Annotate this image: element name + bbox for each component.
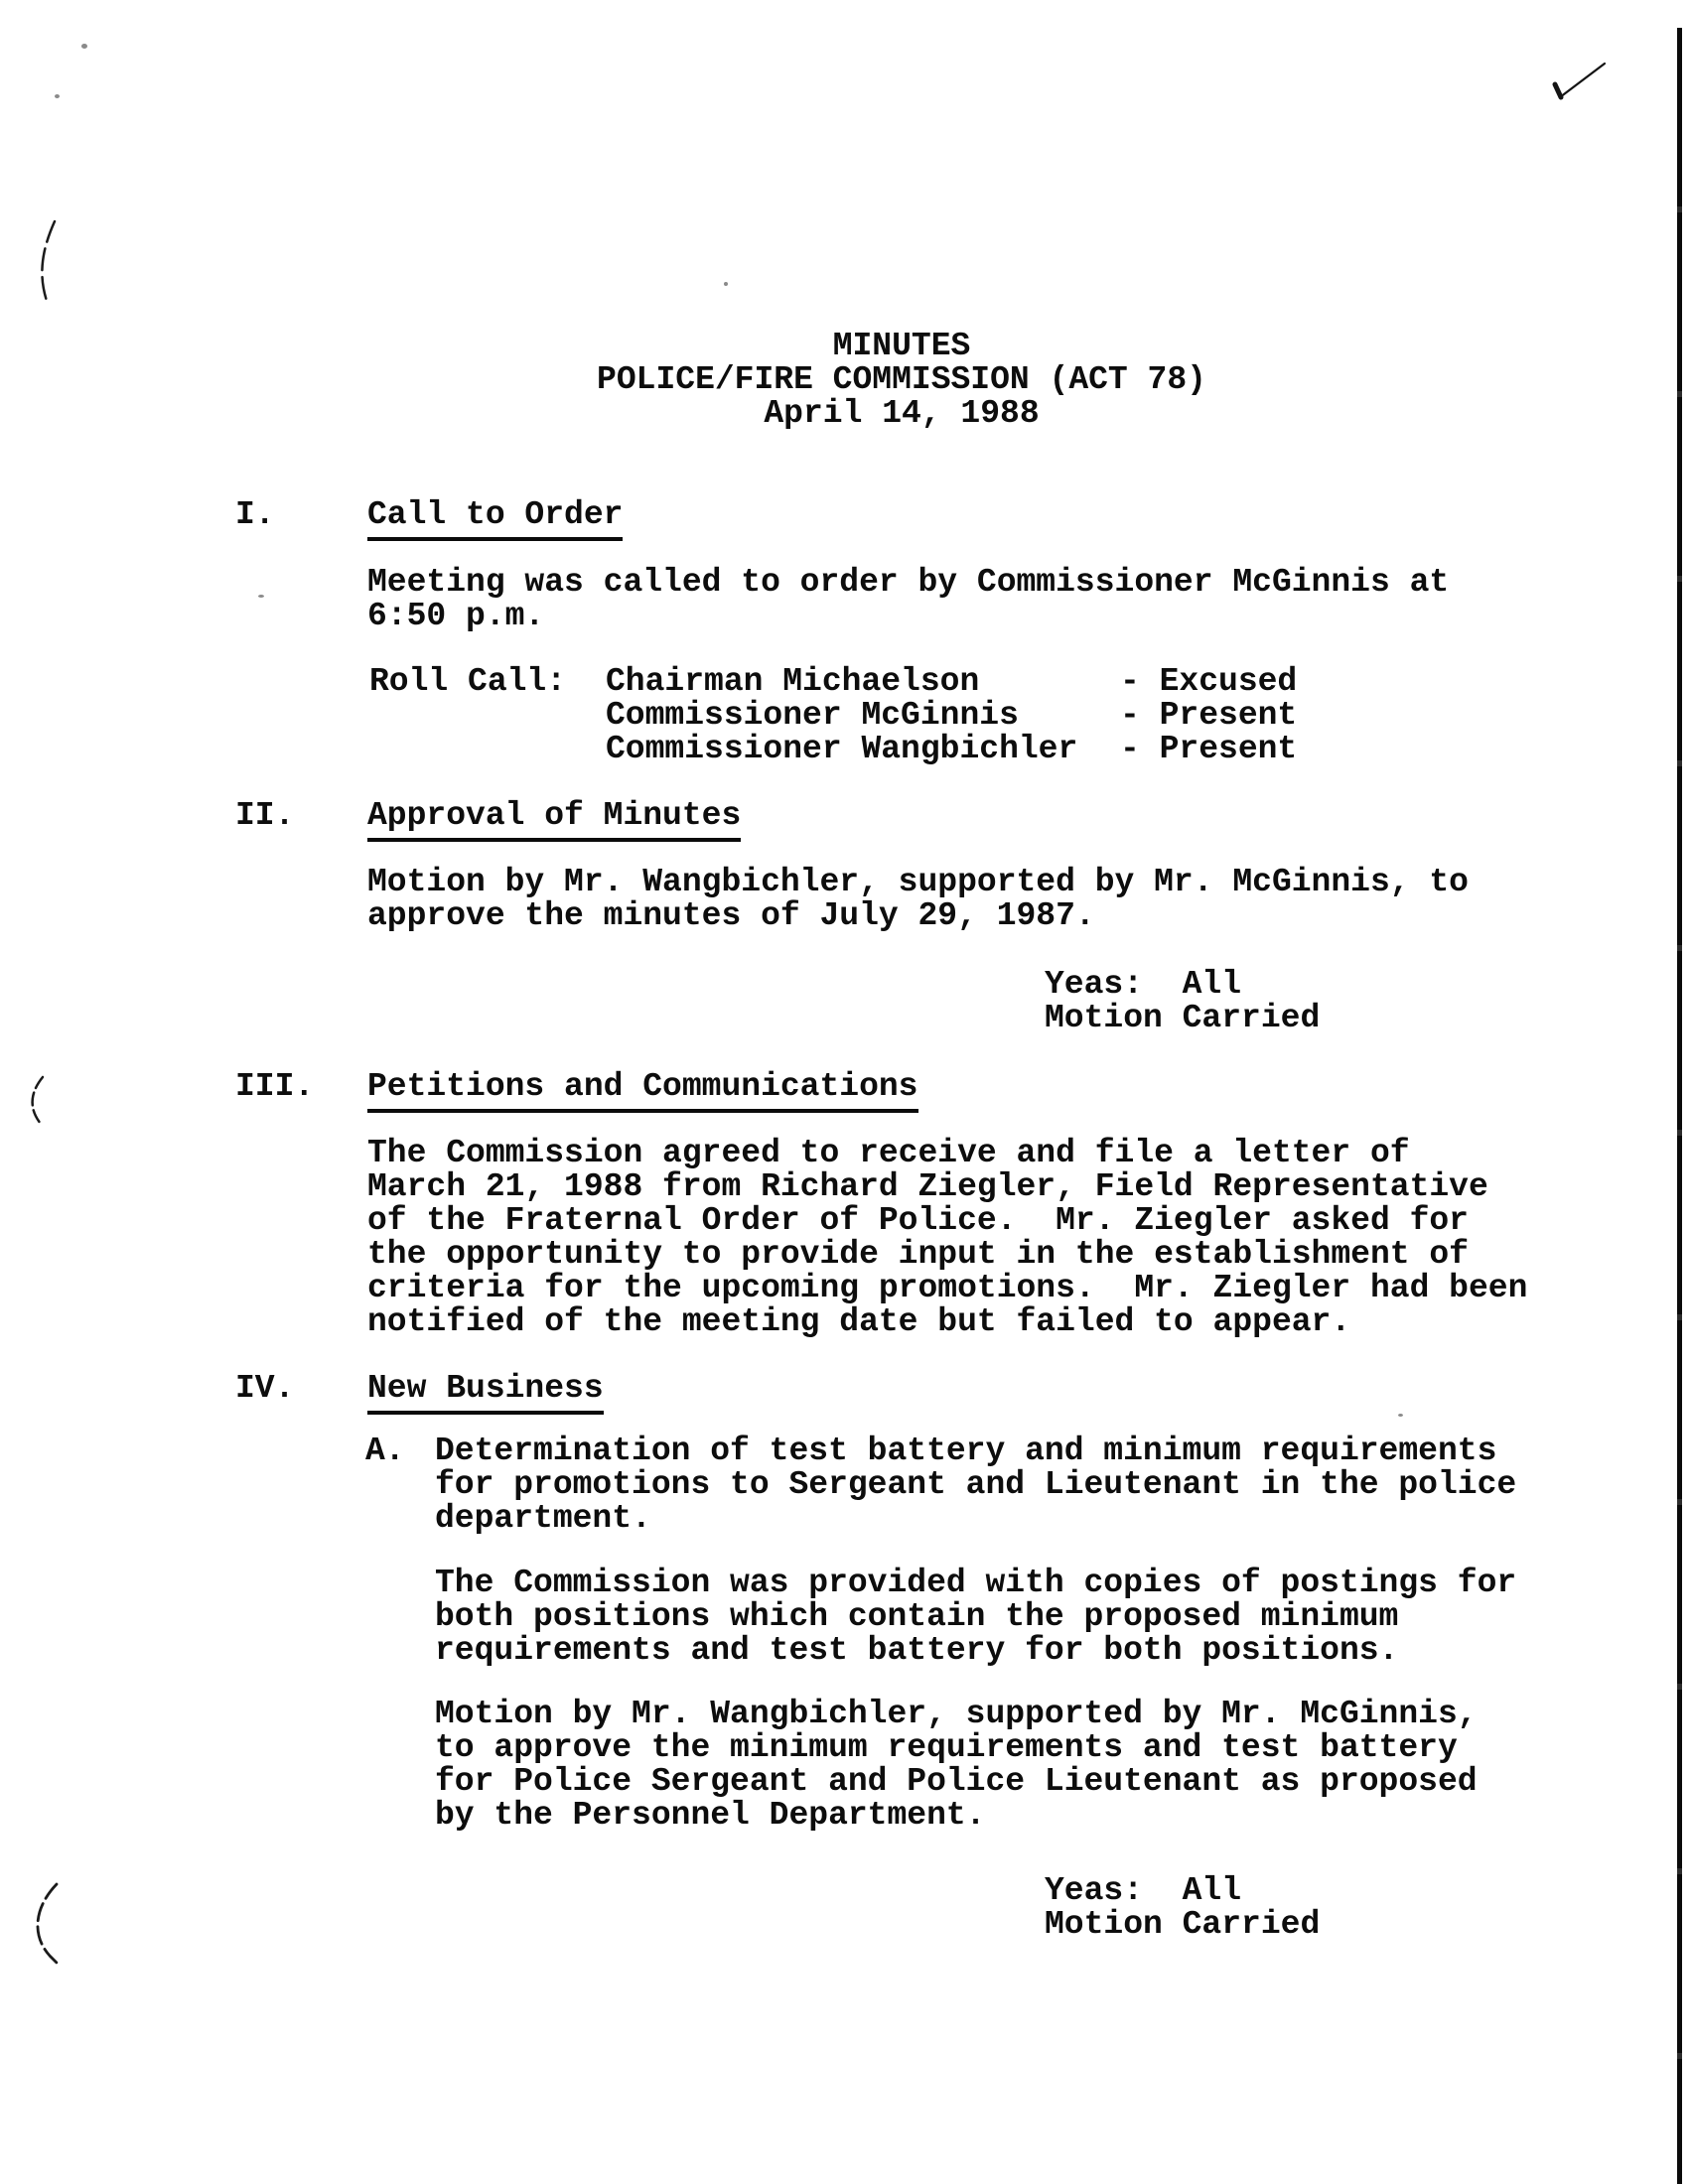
roll-call-name: Commissioner McGinnis [606, 697, 1019, 734]
para-line: Motion by Mr. Wangbichler, supported by Mr. McGinnis, [435, 1696, 1478, 1732]
para-line: March 21, 1988 from Richard Ziegler, Field Representative [367, 1168, 1488, 1205]
scan-speck [258, 595, 264, 598]
scan-speck [81, 44, 87, 49]
section-iv-paragraph [435, 1567, 1516, 1668]
section-ii-numeral: II. [235, 797, 295, 834]
pen-parenthesis-mark [33, 1077, 43, 1124]
section-i-numeral: I. [235, 496, 275, 533]
scanner-edge-line [1677, 28, 1682, 2184]
section-ii-vote-result [1045, 968, 1320, 1035]
para-line: notified of the meeting date but failed to appear. [367, 1303, 1351, 1340]
motion-carried-line: Motion Carried [1045, 1906, 1321, 1943]
doc-title-line-1: MINUTES [832, 328, 971, 364]
roll-call-status: - Excused [1120, 663, 1298, 700]
para-line: Determination of test battery and minimum requirements [435, 1433, 1497, 1469]
scan-speck [724, 282, 728, 286]
section-ii-heading: Approval of Minutes [367, 799, 741, 842]
scan-speck [1398, 1414, 1403, 1417]
section-iii-paragraph [367, 1137, 1527, 1339]
doc-title-line-2: POLICE/FIRE COMMISSION (ACT 78) [597, 361, 1206, 398]
roll-call-row [0, 665, 1692, 699]
para-line: criteria for the upcoming promotions. Mr. Ziegler had been [367, 1270, 1528, 1306]
para-line: requirements and test battery for both positions. [435, 1632, 1399, 1669]
roll-call-status: - Present [1120, 697, 1298, 734]
para-line: 6:50 p.m. [367, 598, 545, 634]
para-line: The Commission was provided with copies of postings for [435, 1565, 1517, 1601]
section-iv-heading: New Business [367, 1372, 604, 1415]
para-line: for Police Sergeant and Police Lieutenant as proposed [435, 1763, 1478, 1800]
section-iv-motion-paragraph [435, 1698, 1478, 1833]
pen-parenthesis-mark [42, 221, 55, 301]
section-iv-vote-result [1045, 1874, 1320, 1942]
para-line: Motion by Mr. Wangbichler, supported by Mr. McGinnis, to [367, 864, 1469, 900]
para-line: both positions which contain the proposed minimum [435, 1598, 1399, 1635]
roll-call-name: Chairman Michaelson [606, 663, 980, 700]
para-line: Meeting was called to order by Commissioner McGinnis at [367, 564, 1450, 601]
item-a-label: A. [365, 1433, 405, 1469]
para-line: to approve the minimum requirements and test battery [435, 1729, 1458, 1766]
section-i-paragraph [367, 566, 1449, 633]
doc-title-line-3: April 14, 1988 [764, 395, 1040, 432]
roll-call-name: Commissioner Wangbichler [606, 731, 1078, 767]
section-i-heading: Call to Order [367, 498, 623, 541]
scan-speck [55, 94, 60, 98]
section-iii-heading: Petitions and Communications [367, 1070, 918, 1113]
item-a-text [435, 1434, 1516, 1536]
para-line: approve the minutes of July 29, 1987. [367, 897, 1095, 934]
section-iv-numeral: IV. [235, 1370, 295, 1407]
section-ii-paragraph [367, 866, 1469, 933]
roll-call-row [0, 733, 1692, 766]
para-line: the opportunity to provide input in the establishment of [367, 1236, 1469, 1273]
roll-call-status: - Present [1120, 731, 1298, 767]
motion-carried-line: Motion Carried [1045, 1000, 1321, 1036]
roll-call-label: Roll Call: [369, 663, 567, 700]
pen-parenthesis-mark [38, 1884, 58, 1964]
para-line: The Commission agreed to receive and file a letter of [367, 1135, 1410, 1171]
para-line: department. [435, 1500, 651, 1537]
para-line: of the Fraternal Order of Police. Mr. Ziegler asked for [367, 1202, 1469, 1239]
para-line: by the Personnel Department. [435, 1797, 986, 1834]
roll-call-row [0, 699, 1692, 733]
yeas-line: Yeas: All [1045, 966, 1242, 1003]
para-line: for promotions to Sergeant and Lieutenant in the police [435, 1466, 1517, 1503]
yeas-line: Yeas: All [1045, 1872, 1242, 1909]
section-iii-numeral: III. [235, 1068, 315, 1105]
pen-checkmark-icon [1555, 64, 1605, 97]
